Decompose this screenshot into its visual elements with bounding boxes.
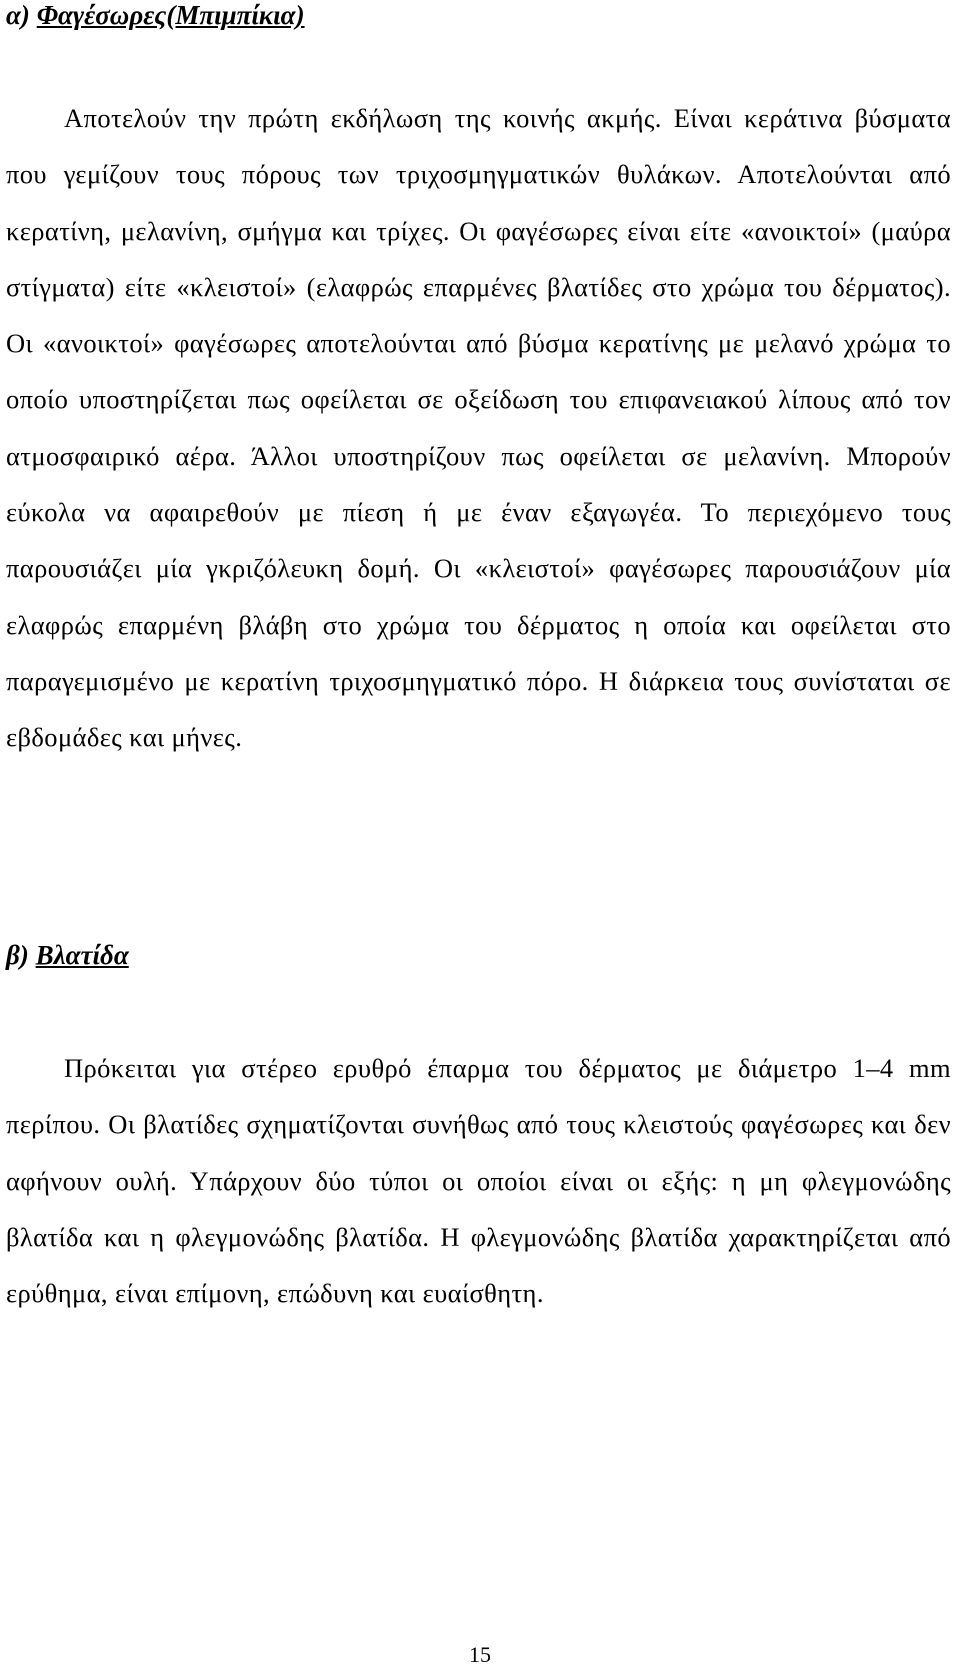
section-b-heading [6,940,129,970]
section-b-paragraph: Πρόκειται για στέρεο ερυθρό έπαρμα του δέρματος με διάμετρο 1–4 mm περίπου. Οι βλατίδες σχηματίζονται συνήθως από τους κλειστούς φαγέσωρες και δεν αφήνουν ουλή. Υπάρχουν δύο τύποι οι οποίοι είναι οι εξής: η μη φλεγμονώδης βλατίδα και η φλεγμονώδης βλατίδα. Η φλεγμονώδης βλατίδα χαρακτηρίζεται από ερύθημα, είναι επίμονη, επώδυνη και ευαίσθητη. [6,1053,951,1309]
section-b-label: β) [6,940,29,970]
section-a-label: α) [6,0,30,30]
page-number: 15 [469,1642,491,1667]
section-a-title: Φαγέσωρες(Μπιμπίκια) [36,0,305,30]
section-a-heading [6,0,305,30]
section-a-paragraph: Αποτελούν την πρώτη εκδήλωση της κοινής ακμής. Είναι κεράτινα βύσματα που γεμίζουν τους πόρους των τριχοσμηγματικών θυλάκων. Αποτελούνται από κερατίνη, μελανίνη, σμήγμα και τρίχες. Οι φαγέσωρες είναι είτε «ανοικτοί» (μαύρα στίγματα) είτε «κλειστοί» (ελαφρώς επαρμένες βλατίδες στο χρώμα του δέρματος). Οι «ανοικτοί» φαγέσωρες αποτελούνται από βύσμα κερατίνης με μελανό χρώμα το οποίο υποστηρίζεται πως οφείλεται σε οξείδωση του επιφανειακού λίπους από τον ατμοσφαιρικό αέρα. Άλλοι υποστηρίζουν πως οφείλεται σε μελανίνη. Μπορούν εύκολα να αφαιρεθούν με πίεση ή με έναν εξαγωγέα. Το περιεχόμενο τους παρουσιάζει μία γκριζόλευκη δομή. Οι «κλειστοί» φαγέσωρες παρουσιάζουν μία ελαφρώς επαρμένη βλάβη στο χρώμα του δέρματος η οποία και οφείλεται στο παραγεμισμένο με κερατίνη τριχοσμηγματικό πόρο. Η διάρκεια τους συνίσταται σε εβδομάδες και μήνες. [6,103,951,753]
section-b-title: Βλατίδα [35,940,129,970]
